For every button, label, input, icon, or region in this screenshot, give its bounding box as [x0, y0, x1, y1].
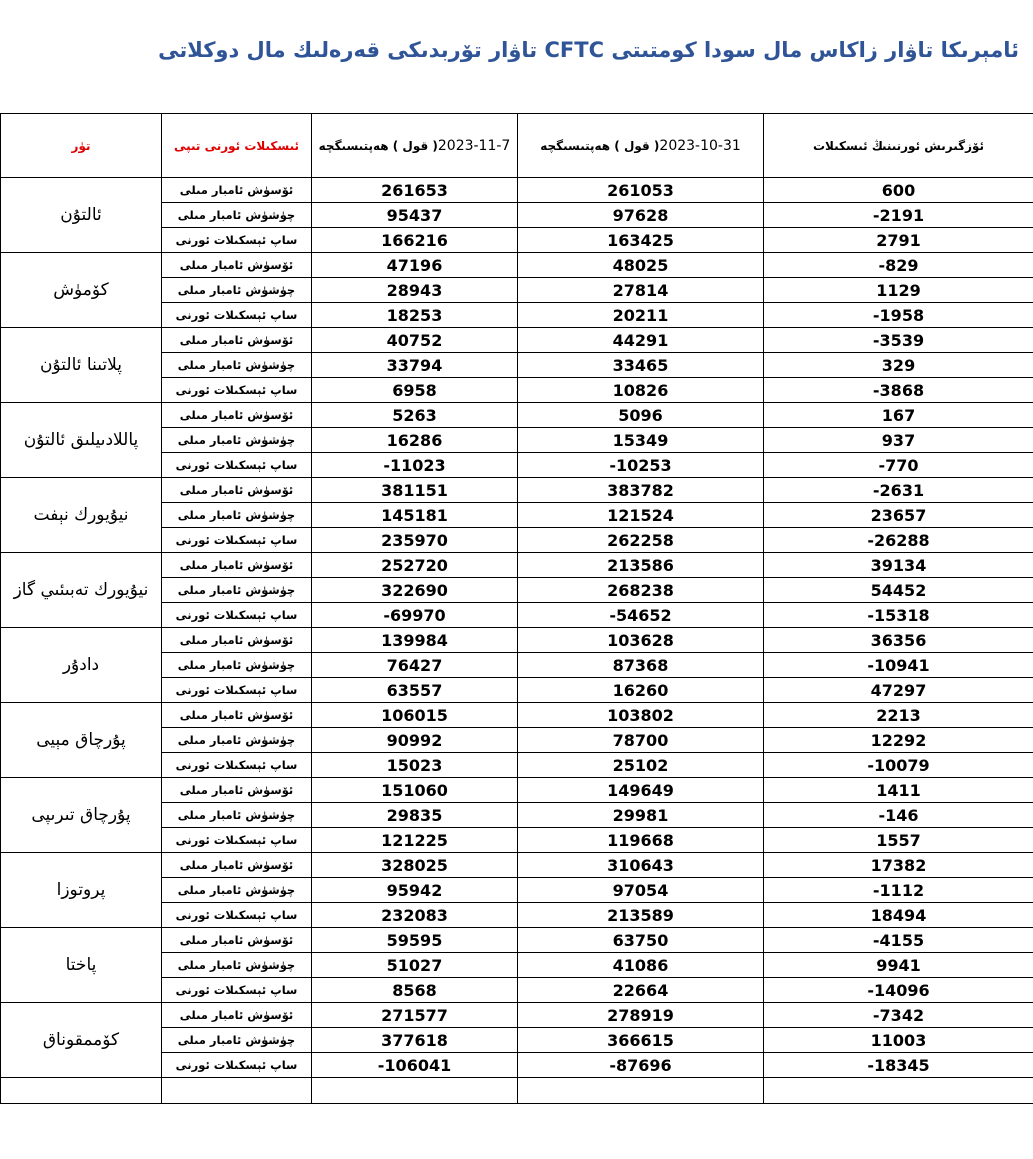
previous-week-cell-value: 78700	[612, 730, 669, 750]
previous-week-cell	[518, 978, 764, 1003]
position-type-cell: ساپ ئېسكىلات ئورنى	[162, 678, 312, 703]
position-type-cell: چۈشۈش ئامبار مىلى	[162, 803, 312, 828]
current-week-cell-value: 151060	[381, 780, 448, 800]
previous-week-cell	[518, 378, 764, 403]
current-week-cell-value: 76427	[386, 655, 443, 675]
change-cell	[764, 253, 1033, 278]
previous-week-cell	[518, 728, 764, 753]
change-cell	[764, 653, 1033, 678]
change-cell-value: -3539	[872, 330, 925, 350]
empty-row	[1, 1078, 1033, 1104]
previous-week-cell-value: 29981	[612, 805, 669, 825]
current-week-cell-value: 106015	[381, 705, 448, 725]
current-week-cell	[312, 428, 518, 453]
current-week-cell	[312, 953, 518, 978]
current-week-cell	[312, 778, 518, 803]
change-cell-value: 600	[881, 180, 916, 200]
position-type-cell: ساپ ئېسكىلات ئورنى	[162, 978, 312, 1003]
previous-week-cell-value: 20211	[612, 305, 669, 325]
change-cell	[764, 903, 1033, 928]
change-cell-value: 1129	[876, 280, 921, 300]
change-cell-value: 47297	[870, 680, 927, 700]
position-type-cell: ئۆسۈش ئامبار مىلى	[162, 853, 312, 878]
previous-week-cell-value: 383782	[607, 480, 674, 500]
header-position-type: ئىسكىلات ئورنى تىپى	[162, 114, 312, 178]
change-cell	[764, 803, 1033, 828]
change-cell	[764, 203, 1033, 228]
change-cell	[764, 778, 1033, 803]
previous-week-cell	[518, 553, 764, 578]
current-week-cell	[312, 528, 518, 553]
position-type-cell: چۈشۈش ئامبار مىلى	[162, 578, 312, 603]
previous-week-cell-value: 213589	[607, 905, 674, 925]
change-cell-value: -26288	[867, 530, 930, 550]
current-week-cell	[312, 903, 518, 928]
empty-cell	[518, 1078, 764, 1104]
table-row	[1, 328, 1033, 353]
current-week-cell	[312, 503, 518, 528]
commodity-name: دادۇر	[1, 628, 162, 703]
previous-week-cell	[518, 903, 764, 928]
change-cell-value: 167	[881, 405, 916, 425]
cot-report-table	[0, 113, 1033, 1104]
current-week-cell	[312, 303, 518, 328]
change-cell	[764, 378, 1033, 403]
position-type-cell: چۈشۈش ئامبار مىلى	[162, 878, 312, 903]
previous-week-cell	[518, 303, 764, 328]
previous-week-cell-value: 262258	[607, 530, 674, 550]
previous-week-cell-value: 310643	[607, 855, 674, 875]
position-type-cell: ساپ ئېسكىلات ئورنى	[162, 378, 312, 403]
report-title: ئامېرىكا تاۋار زاكاس مال سودا كومتىتى CFTC تاۋار تۆربدىكى قەرەلىك مال دوكلاتى	[158, 38, 1019, 62]
current-week-cell-value: 139984	[381, 630, 448, 650]
commodity-name: كۆمۈش	[1, 253, 162, 328]
current-week-cell	[312, 1053, 518, 1078]
commodity-name: كۆممقوناق	[1, 1003, 162, 1078]
position-type-cell: ئۆسۈش ئامبار مىلى	[162, 628, 312, 653]
current-week-cell-value: 47196	[386, 255, 443, 275]
commodity-name: پۇرچاق تىرىپى	[1, 778, 162, 853]
previous-week-cell	[518, 528, 764, 553]
previous-week-cell-value: 261053	[607, 180, 674, 200]
previous-week-cell-value: 63750	[612, 930, 669, 950]
current-week-cell	[312, 653, 518, 678]
position-type-cell: چۈشۈش ئامبار مىلى	[162, 353, 312, 378]
current-week-cell	[312, 228, 518, 253]
previous-week-cell-value: 5096	[618, 405, 663, 425]
current-week-cell	[312, 1003, 518, 1028]
position-type-cell: ساپ ئېسكىلات ئورنى	[162, 753, 312, 778]
previous-week-cell-value: 278919	[607, 1005, 674, 1025]
current-week-cell-value: 95437	[386, 205, 443, 225]
previous-week-cell-value: 15349	[612, 430, 669, 450]
change-cell	[764, 628, 1033, 653]
table-row	[1, 253, 1033, 278]
commodity-name: نيۇيورك نېفت	[1, 478, 162, 553]
change-cell-value: 9941	[876, 955, 921, 975]
previous-week-cell	[518, 328, 764, 353]
table-row	[1, 853, 1033, 878]
previous-week-cell-value: -87696	[609, 1055, 672, 1075]
position-type-cell: چۈشۈش ئامبار مىلى	[162, 428, 312, 453]
commodity-name: پۇرچاق مېيى	[1, 703, 162, 778]
previous-week-cell-value: 97628	[612, 205, 669, 225]
change-cell	[764, 703, 1033, 728]
table-row	[1, 403, 1033, 428]
current-week-cell-value: 90992	[386, 730, 443, 750]
current-week-cell-value: 271577	[381, 1005, 448, 1025]
header-previous-date: 2023-10-31	[659, 137, 741, 154]
current-week-cell-value: 377618	[381, 1030, 448, 1050]
current-week-cell-value: 121225	[381, 830, 448, 850]
previous-week-cell-value: 41086	[612, 955, 669, 975]
empty-cell	[162, 1078, 312, 1104]
change-cell	[764, 603, 1033, 628]
commodity-name: پلاتىنا ئالتۇن	[1, 328, 162, 403]
current-week-cell-value: 15023	[386, 755, 443, 775]
previous-week-cell-value: 87368	[612, 655, 669, 675]
previous-week-cell	[518, 278, 764, 303]
commodity-name: نيۇيورك تەبىئىي گاز	[1, 553, 162, 628]
change-cell	[764, 1003, 1033, 1028]
current-week-cell	[312, 703, 518, 728]
change-cell-value: 23657	[870, 505, 927, 525]
current-week-cell-value: 235970	[381, 530, 448, 550]
change-cell	[764, 528, 1033, 553]
table-row	[1, 553, 1033, 578]
position-type-cell: چۈشۈش ئامبار مىلى	[162, 278, 312, 303]
commodity-name: پاختا	[1, 928, 162, 1003]
change-cell-value: 1411	[876, 780, 921, 800]
previous-week-cell-value: 27814	[612, 280, 669, 300]
previous-week-cell	[518, 753, 764, 778]
previous-week-cell-value: 366615	[607, 1030, 674, 1050]
previous-week-cell	[518, 353, 764, 378]
table-row	[1, 178, 1033, 203]
table-body	[1, 178, 1033, 1104]
position-type-cell: ساپ ئېسكىلات ئورنى	[162, 528, 312, 553]
position-type-cell: چۈشۈش ئامبار مىلى	[162, 1028, 312, 1053]
previous-week-cell-value: 119668	[607, 830, 674, 850]
current-week-cell	[312, 603, 518, 628]
commodity-name: پروتوزا	[1, 853, 162, 928]
previous-week-cell	[518, 428, 764, 453]
change-cell	[764, 178, 1033, 203]
change-cell-value: -10941	[867, 655, 930, 675]
change-cell	[764, 978, 1033, 1003]
change-cell-value: -10079	[867, 755, 930, 775]
previous-week-cell-value: 22664	[612, 980, 669, 1000]
previous-week-cell	[518, 778, 764, 803]
current-week-cell	[312, 278, 518, 303]
current-week-cell-value: 5263	[392, 405, 437, 425]
previous-week-cell-value: 33465	[612, 355, 669, 375]
change-cell-value: -1958	[872, 305, 925, 325]
previous-week-cell-value: 16260	[612, 680, 669, 700]
position-type-cell: ئۆسۈش ئامبار مىلى	[162, 328, 312, 353]
header-previous-week	[518, 114, 764, 178]
current-week-cell-value: 40752	[386, 330, 443, 350]
previous-week-cell-value: 48025	[612, 255, 669, 275]
change-cell-value: 329	[881, 355, 916, 375]
current-week-cell	[312, 353, 518, 378]
table-row	[1, 1003, 1033, 1028]
position-type-cell: ئۆسۈش ئامبار مىلى	[162, 553, 312, 578]
position-type-cell: چۈشۈش ئامبار مىلى	[162, 953, 312, 978]
change-cell-value: 937	[881, 430, 916, 450]
previous-week-cell	[518, 703, 764, 728]
change-cell	[764, 453, 1033, 478]
previous-week-cell	[518, 478, 764, 503]
current-week-cell	[312, 378, 518, 403]
change-cell	[764, 928, 1033, 953]
change-cell	[764, 578, 1033, 603]
current-week-cell-value: 51027	[386, 955, 443, 975]
current-week-cell	[312, 578, 518, 603]
header-current-week	[312, 114, 518, 178]
current-week-cell	[312, 853, 518, 878]
position-type-cell: ئۆسۈش ئامبار مىلى	[162, 928, 312, 953]
previous-week-cell-value: 25102	[612, 755, 669, 775]
previous-week-cell-value: 268238	[607, 580, 674, 600]
current-week-cell	[312, 928, 518, 953]
change-cell	[764, 478, 1033, 503]
header-change: ئۆزگىرىش ئورنىنىڭ ئىسكىلات	[764, 114, 1033, 178]
previous-week-cell	[518, 628, 764, 653]
change-cell	[764, 278, 1033, 303]
previous-week-cell	[518, 603, 764, 628]
current-week-cell	[312, 978, 518, 1003]
position-type-cell: ئۆسۈش ئامبار مىلى	[162, 253, 312, 278]
empty-cell	[764, 1078, 1033, 1104]
change-cell-value: 36356	[870, 630, 927, 650]
current-week-cell	[312, 728, 518, 753]
position-type-cell: چۈشۈش ئامبار مىلى	[162, 653, 312, 678]
position-type-cell: ساپ ئېسكىلات ئورنى	[162, 603, 312, 628]
current-week-cell	[312, 553, 518, 578]
current-week-cell-value: 33794	[386, 355, 443, 375]
position-type-cell: ساپ ئېسكىلات ئورنى	[162, 228, 312, 253]
previous-week-cell-value: 10826	[612, 380, 669, 400]
change-cell-value: -3868	[872, 380, 925, 400]
previous-week-cell-value: 103802	[607, 705, 674, 725]
change-cell	[764, 503, 1033, 528]
previous-week-cell-value: 213586	[607, 555, 674, 575]
current-week-cell-value: 166216	[381, 230, 448, 250]
change-cell	[764, 878, 1033, 903]
current-week-cell-value: 18253	[386, 305, 443, 325]
current-week-cell-value: 16286	[386, 430, 443, 450]
change-cell	[764, 753, 1033, 778]
change-cell-value: 39134	[870, 555, 927, 575]
previous-week-cell-value: -54652	[609, 605, 672, 625]
current-week-cell-value: 252720	[381, 555, 448, 575]
current-week-cell	[312, 753, 518, 778]
change-cell-value: -1112	[872, 880, 925, 900]
previous-week-cell-value: 97054	[612, 880, 669, 900]
change-cell	[764, 953, 1033, 978]
commodity-name: ئالتۇن	[1, 178, 162, 253]
current-week-cell-value: 145181	[381, 505, 448, 525]
current-week-cell-value: 381151	[381, 480, 448, 500]
position-type-cell: ئۆسۈش ئامبار مىلى	[162, 1003, 312, 1028]
empty-cell	[312, 1078, 518, 1104]
change-cell	[764, 303, 1033, 328]
position-type-cell: چۈشۈش ئامبار مىلى	[162, 728, 312, 753]
previous-week-cell	[518, 1003, 764, 1028]
change-cell-value: 12292	[870, 730, 927, 750]
position-type-cell: ئۆسۈش ئامبار مىلى	[162, 703, 312, 728]
change-cell-value: -146	[878, 805, 919, 825]
change-cell-value: -4155	[872, 930, 925, 950]
change-cell	[764, 1053, 1033, 1078]
change-cell-value: -2631	[872, 480, 925, 500]
change-cell-value: 11003	[870, 1030, 927, 1050]
table-row	[1, 778, 1033, 803]
current-week-cell	[312, 328, 518, 353]
change-cell	[764, 228, 1033, 253]
header-row	[1, 114, 1033, 178]
change-cell	[764, 678, 1033, 703]
current-week-cell	[312, 828, 518, 853]
previous-week-cell	[518, 1028, 764, 1053]
previous-week-cell	[518, 878, 764, 903]
previous-week-cell	[518, 953, 764, 978]
previous-week-cell	[518, 928, 764, 953]
current-week-cell	[312, 628, 518, 653]
change-cell-value: 1557	[876, 830, 921, 850]
change-cell	[764, 353, 1033, 378]
header-current-date: 2023-11-7	[437, 137, 511, 154]
current-week-cell	[312, 178, 518, 203]
change-cell-value: 54452	[870, 580, 927, 600]
change-cell	[764, 828, 1033, 853]
current-week-cell	[312, 678, 518, 703]
change-cell	[764, 328, 1033, 353]
current-week-cell	[312, 253, 518, 278]
previous-week-cell	[518, 203, 764, 228]
current-week-cell	[312, 403, 518, 428]
table-row	[1, 478, 1033, 503]
previous-week-cell-value: 121524	[607, 505, 674, 525]
change-cell	[764, 1028, 1033, 1053]
change-cell	[764, 553, 1033, 578]
previous-week-cell-value: 103628	[607, 630, 674, 650]
current-week-cell-value: 322690	[381, 580, 448, 600]
previous-week-cell	[518, 678, 764, 703]
change-cell-value: -14096	[867, 980, 930, 1000]
previous-week-cell	[518, 178, 764, 203]
table-row	[1, 703, 1033, 728]
previous-week-cell	[518, 828, 764, 853]
current-week-cell-value: 232083	[381, 905, 448, 925]
header-commodity: تۈر	[1, 114, 162, 178]
current-week-cell-value: -11023	[383, 455, 446, 475]
change-cell-value: -7342	[872, 1005, 925, 1025]
position-type-cell: ساپ ئېسكىلات ئورنى	[162, 903, 312, 928]
change-cell-value: -18345	[867, 1055, 930, 1075]
position-type-cell: ساپ ئېسكىلات ئورنى	[162, 828, 312, 853]
current-week-cell-value: 63557	[386, 680, 443, 700]
current-week-cell-value: 59595	[386, 930, 443, 950]
previous-week-cell	[518, 853, 764, 878]
change-cell	[764, 428, 1033, 453]
header-previous-label: ( قول ) ھەپتىسىگچە	[540, 138, 660, 153]
current-week-cell	[312, 878, 518, 903]
previous-week-cell-value: -10253	[609, 455, 672, 475]
previous-week-cell	[518, 403, 764, 428]
position-type-cell: چۈشۈش ئامبار مىلى	[162, 203, 312, 228]
empty-cell	[1, 1078, 162, 1104]
current-week-cell-value: 261653	[381, 180, 448, 200]
current-week-cell	[312, 453, 518, 478]
previous-week-cell	[518, 803, 764, 828]
previous-week-cell	[518, 578, 764, 603]
table-row	[1, 628, 1033, 653]
current-week-cell	[312, 478, 518, 503]
position-type-cell: ساپ ئېسكىلات ئورنى	[162, 453, 312, 478]
previous-week-cell	[518, 228, 764, 253]
position-type-cell: ئۆسۈش ئامبار مىلى	[162, 478, 312, 503]
current-week-cell-value: 328025	[381, 855, 448, 875]
position-type-cell: ئۆسۈش ئامبار مىلى	[162, 178, 312, 203]
current-week-cell-value: -106041	[377, 1055, 452, 1075]
current-week-cell-value: 8568	[392, 980, 437, 1000]
header-current-label: ( قول ) ھەپتىسىگچە	[318, 138, 438, 153]
previous-week-cell	[518, 1053, 764, 1078]
current-week-cell-value: 29835	[386, 805, 443, 825]
previous-week-cell-value: 44291	[612, 330, 669, 350]
change-cell-value: -829	[878, 255, 919, 275]
commodity-name: پاللادىيلىق ئالتۇن	[1, 403, 162, 478]
change-cell-value: 2791	[876, 230, 921, 250]
current-week-cell-value: 95942	[386, 880, 443, 900]
position-type-cell: ساپ ئېسكىلات ئورنى	[162, 303, 312, 328]
previous-week-cell	[518, 653, 764, 678]
change-cell-value: 2213	[876, 705, 921, 725]
change-cell	[764, 728, 1033, 753]
previous-week-cell-value: 163425	[607, 230, 674, 250]
previous-week-cell	[518, 453, 764, 478]
change-cell	[764, 403, 1033, 428]
change-cell-value: -2191	[872, 205, 925, 225]
previous-week-cell	[518, 503, 764, 528]
current-week-cell	[312, 1028, 518, 1053]
previous-week-cell	[518, 253, 764, 278]
current-week-cell-value: 28943	[386, 280, 443, 300]
previous-week-cell-value: 149649	[607, 780, 674, 800]
current-week-cell	[312, 203, 518, 228]
position-type-cell: چۈشۈش ئامبار مىلى	[162, 503, 312, 528]
current-week-cell-value: 6958	[392, 380, 437, 400]
current-week-cell-value: -69970	[383, 605, 446, 625]
change-cell-value: 17382	[870, 855, 927, 875]
position-type-cell: ئۆسۈش ئامبار مىلى	[162, 403, 312, 428]
position-type-cell: ئۆسۈش ئامبار مىلى	[162, 778, 312, 803]
table-row	[1, 928, 1033, 953]
change-cell	[764, 853, 1033, 878]
change-cell-value: 18494	[870, 905, 927, 925]
change-cell-value: -15318	[867, 605, 930, 625]
position-type-cell: ساپ ئېسكىلات ئورنى	[162, 1053, 312, 1078]
change-cell-value: -770	[878, 455, 919, 475]
current-week-cell	[312, 803, 518, 828]
